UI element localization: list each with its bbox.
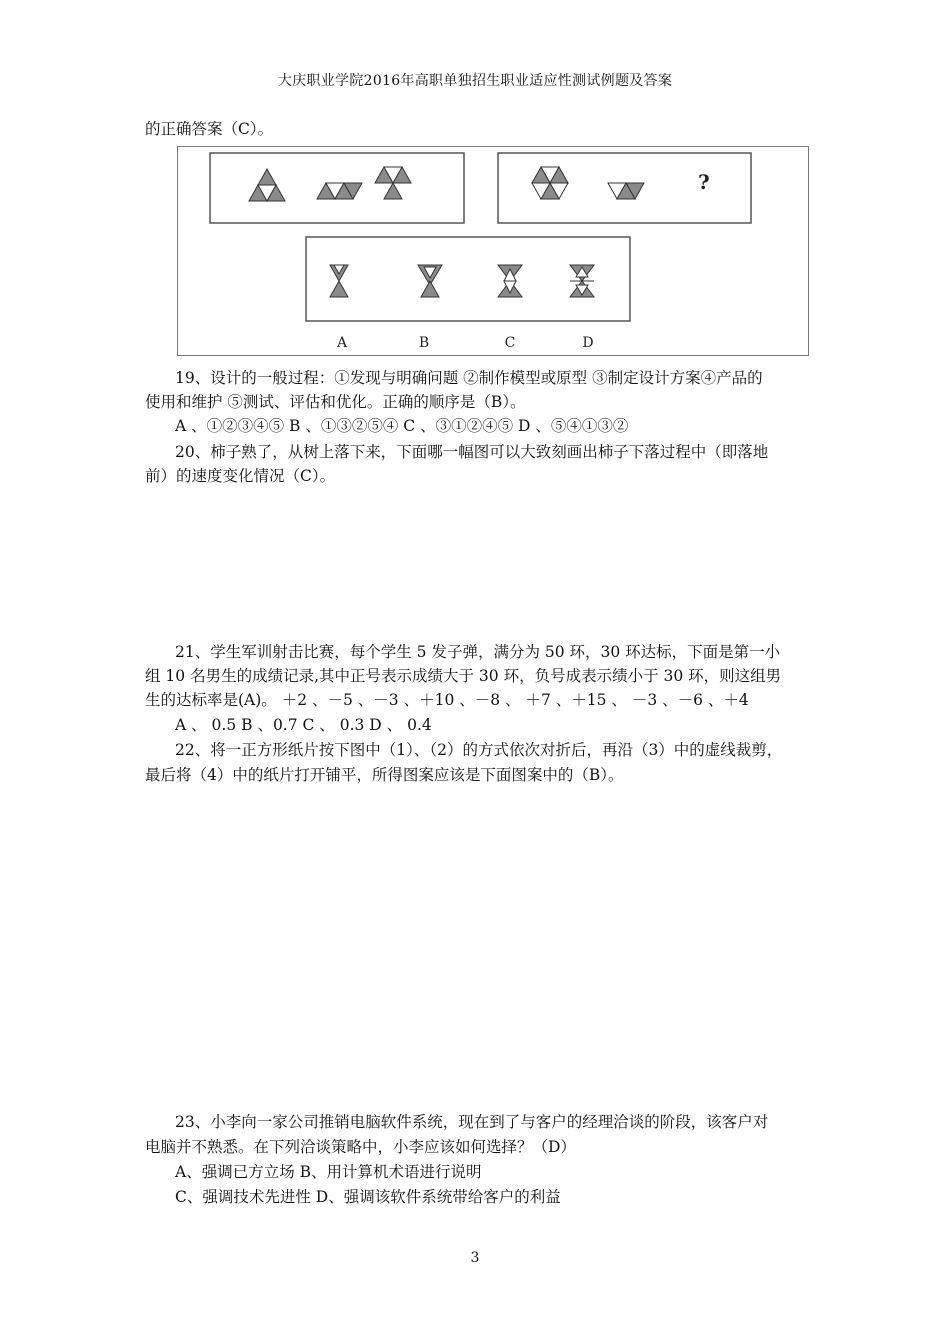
option-d-label: D bbox=[582, 335, 594, 351]
q21-line-2: 组 10 名男生的成绩记录,其中正号表示成绩大于 30 环，负号成表示绩小于 30 环，则这组男 bbox=[145, 667, 782, 685]
q19-line-2: 使用和维护 ⑤测试、评估和优化。正确的顺序是（B）。 bbox=[145, 393, 526, 411]
q21-options: A 、 0.5 B 、0.7 C 、 0.3 D 、 0.4 bbox=[175, 716, 432, 734]
q19-options: A 、①②③④⑤ B 、①③②⑤④ C 、③①②④⑤ D 、⑤④①③② bbox=[175, 417, 629, 435]
q23-options-2: C、强调技术先进性 D、强调该软件系统带给客户的利益 bbox=[175, 1188, 561, 1206]
page-header: 大庆职业学院2016年高职单独招生职业适应性测试例题及答案 bbox=[277, 73, 673, 89]
q22-line-1: 22、将一正方形纸片按下图中（1）、（2）的方式依次对折后，再沿（3）中的虚线裁剪， bbox=[175, 741, 783, 759]
q21-line-1: 21、学生军训射击比赛，每个学生 5 发子弹，满分为 50 环，30 环达标，下面是第一小 bbox=[175, 643, 781, 661]
option-c-label: C bbox=[504, 335, 516, 351]
option-b-shape bbox=[418, 265, 442, 297]
q23-options-1: A、强调已方立场 B、用计算机术语进行说明 bbox=[175, 1163, 482, 1181]
right-fig-1 bbox=[532, 167, 568, 199]
q19-line-1: 19、设计的一般过程：①发现与明确问题 ②制作模型或原型 ③制定设计方案④产品的 bbox=[175, 369, 763, 387]
q18-answer-tail: 的正确答案（C）。 bbox=[145, 120, 274, 138]
option-c-shape bbox=[498, 265, 522, 297]
left-fig-1 bbox=[249, 169, 285, 201]
q21-line-3: 生的达标率是(A)。 ＋2 、－5 、－3 、＋10 、－8 、 ＋7 、＋15 、 －3 、－6 、＋4 bbox=[145, 691, 749, 709]
right-fig-2 bbox=[608, 183, 644, 199]
option-a-label: A bbox=[336, 335, 348, 351]
option-a-shape bbox=[330, 265, 348, 297]
option-b-label: B bbox=[418, 335, 430, 351]
left-fig-2 bbox=[317, 183, 362, 199]
option-d-shape bbox=[570, 265, 594, 297]
q23-line-2: 电脑并不熟悉。在下列洽谈策略中，小李应该如何选择？（D） bbox=[145, 1138, 576, 1156]
page-number: 3 bbox=[470, 1250, 480, 1266]
pattern-figure-svg bbox=[178, 147, 810, 357]
q20-line-1: 20、柿子熟了，从树上落下来，下面哪一幅图可以大致刻画出柿子下落过程中（即落地 bbox=[175, 443, 769, 461]
q23-line-1: 23、小李向一家公司推销电脑软件系统，现在到了与客户的经理洽谈的阶段，该客户对 bbox=[175, 1113, 769, 1131]
left-fig-3 bbox=[375, 167, 411, 199]
q22-line-2: 最后将（4）中的纸片打开铺平，所得图案应该是下面图案中的（B）。 bbox=[145, 766, 624, 784]
question-mark: ? bbox=[698, 170, 710, 194]
pattern-figure bbox=[177, 146, 809, 356]
q20-line-2: 前）的速度变化情况（C）。 bbox=[145, 467, 336, 485]
